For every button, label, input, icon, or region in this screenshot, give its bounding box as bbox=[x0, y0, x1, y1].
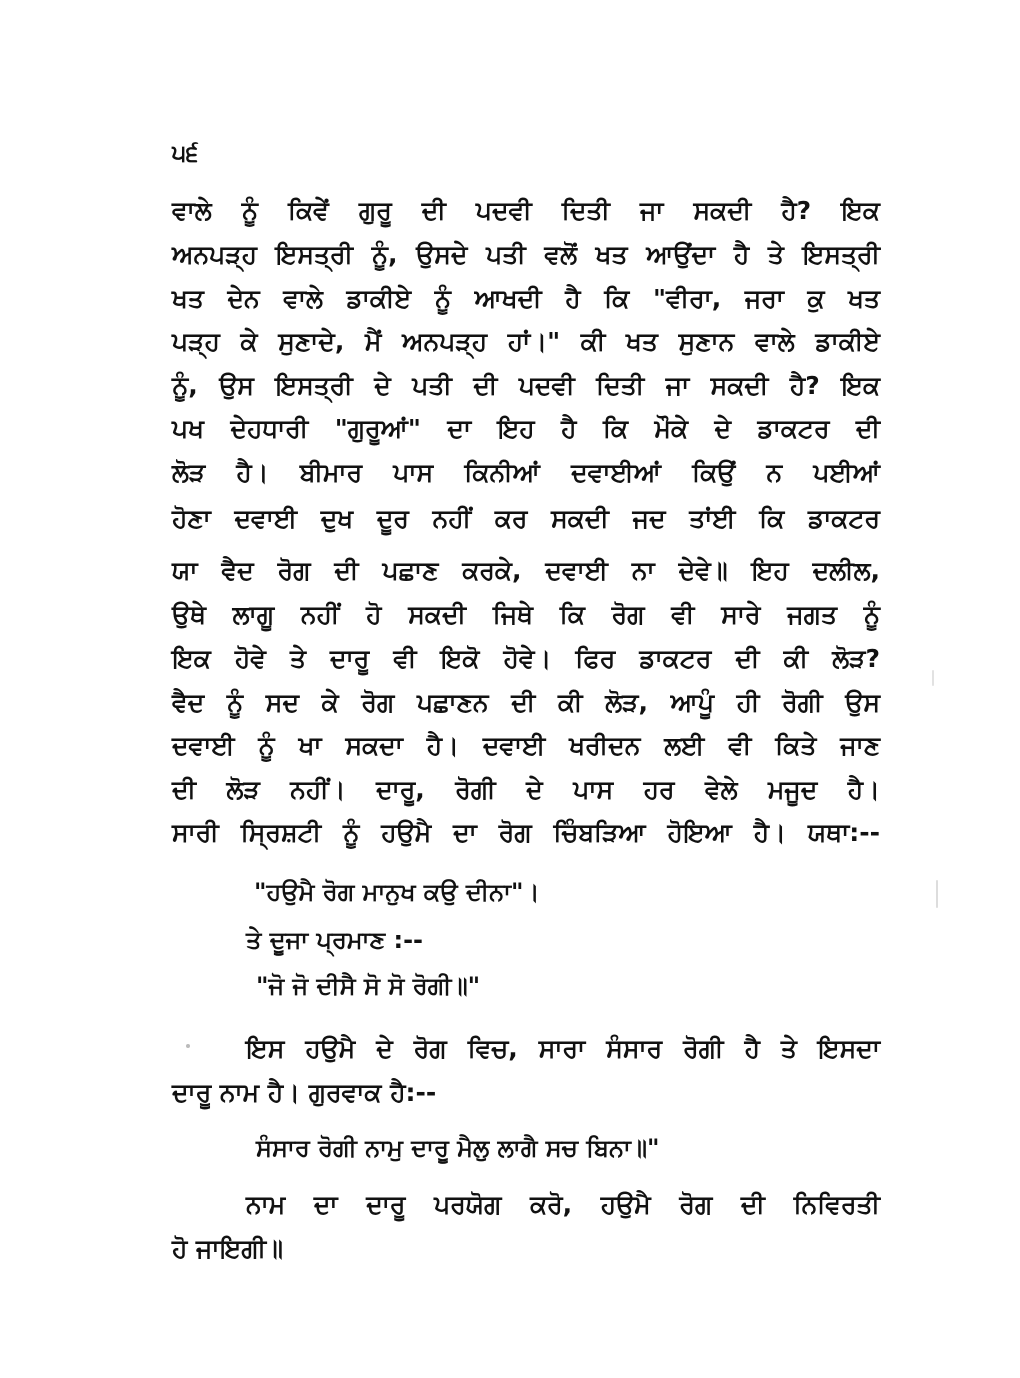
text-line: ਪੜ੍ਹ ਕੇ ਸੁਣਾਦੇ, ਮੈਂ ਅਨਪੜ੍ਹ ਹਾਂ।" ਕੀ ਖਤ ਸੁਣਾਨ ਵਾਲੇ ਡਾਕੀਏ bbox=[172, 327, 880, 356]
quote-line: "ਹਉਮੈ ਰੋਗ ਮਾਨੁਖ ਕਉ ਦੀਨਾ"। bbox=[254, 878, 540, 906]
quote-line: ਸੰਸਾਰ ਰੋਗੀ ਨਾਮੁ ਦਾਰੂ ਮੈਲੁ ਲਾਗੈ ਸਚ ਬਿਨਾ॥" bbox=[256, 1134, 660, 1162]
text-line: ਇਸ ਹਉਮੈ ਦੇ ਰੋਗ ਵਿਚ, ਸਾਰਾ ਸੰਸਾਰ ਰੋਗੀ ਹੈ ਤੇ ਇਸਦਾ bbox=[246, 1034, 880, 1063]
text-line: ਹੋਣਾ ਦਵਾਈ ਦੁਖ ਦੂਰ ਨਹੀਂ ਕਰ ਸਕਦੀ ਜਦ ਤਾਂਈ ਕਿ ਡਾਕਟਰ bbox=[172, 504, 880, 533]
quote-line: "ਜੋ ਜੋ ਦੀਸੈ ਸੋ ਸੋ ਰੋਗੀ॥" bbox=[256, 972, 481, 1000]
page-number: ੫੬ bbox=[172, 139, 199, 167]
scan-speck bbox=[186, 1044, 190, 1048]
text-line: ਪਖ ਦੇਹਧਾਰੀ "ਗੁਰੂਆਂ" ਦਾ ਇਹ ਹੈ ਕਿ ਮੌਕੇ ਦੇ ਡਾਕਟਰ ਦੀ bbox=[172, 414, 880, 443]
text-line: ਅਨਪੜ੍ਹ ਇਸਤ੍ਰੀ ਨੂੰ, ਉਸਦੇ ਪਤੀ ਵਲੋਂ ਖਤ ਆਉਂਦਾ ਹੈ ਤੇ ਇਸਤ੍ਰੀ bbox=[172, 240, 880, 269]
text-line: ਸਾਰੀ ਸ੍ਰਿਸ਼ਟੀ ਨੂੰ ਹਉਮੈ ਦਾ ਰੋਗ ਚਿੰਬੜਿਆ ਹੋਇਆ ਹੈ। ਯਥਾ:-- bbox=[172, 818, 880, 847]
text-line: ਵੈਦ ਨੂੰ ਸਦ ਕੇ ਰੋਗ ਪਛਾਣਨ ਦੀ ਕੀ ਲੋੜ, ਆਪੂੰ ਹੀ ਰੋਗੀ ਉਸ bbox=[172, 688, 880, 717]
text-line: ਦੀ ਲੋੜ ਨਹੀਂ। ਦਾਰੂ, ਰੋਗੀ ਦੇ ਪਾਸ ਹਰ ਵੇਲੇ ਮਜੂਦ ਹੈ। bbox=[172, 775, 880, 804]
text-line: ਯਾ ਵੈਦ ਰੋਗ ਦੀ ਪਛਾਣ ਕਰਕੇ, ਦਵਾਈ ਨਾ ਦੇਵੇ॥ ਇਹ ਦਲੀਲ, bbox=[172, 556, 880, 585]
text-line: ਦਵਾਈ ਨੂੰ ਖਾ ਸਕਦਾ ਹੈ। ਦਵਾਈ ਖਰੀਦਨ ਲਈ ਵੀ ਕਿਤੇ ਜਾਣ bbox=[172, 731, 880, 760]
scan-speck bbox=[936, 880, 938, 908]
text-line: ਨਾਮ ਦਾ ਦਾਰੂ ਪਰਯੋਗ ਕਰੋ, ਹਉਮੈ ਰੋਗ ਦੀ ਨਿਵਿਰਤੀ bbox=[246, 1190, 880, 1219]
text-line: ਉਥੇ ਲਾਗੂ ਨਹੀਂ ਹੋ ਸਕਦੀ ਜਿਥੇ ਕਿ ਰੋਗ ਵੀ ਸਾਰੇ ਜਗਤ ਨੂੰ bbox=[172, 600, 880, 629]
proof-intro: ਤੇ ਦੂਜਾ ਪ੍ਰਮਾਣ :-- bbox=[246, 926, 424, 954]
text-line: ਖਤ ਦੇਨ ਵਾਲੇ ਡਾਕੀਏ ਨੂੰ ਆਖਦੀ ਹੈ ਕਿ "ਵੀਰਾ, ਜਰਾ ਕੁ ਖਤ bbox=[172, 284, 880, 313]
text-line: ਨੂੰ, ਉਸ ਇਸਤ੍ਰੀ ਦੇ ਪਤੀ ਦੀ ਪਦਵੀ ਦਿਤੀ ਜਾ ਸਕਦੀ ਹੈ? ਇਕ bbox=[172, 371, 880, 400]
text-line: ਹੋ ਜਾਇਗੀ॥ bbox=[172, 1234, 284, 1263]
text-line: ਲੋੜ ਹੈ। ਬੀਮਾਰ ਪਾਸ ਕਿਨੀਆਂ ਦਵਾਈਆਂ ਕਿਉਂ ਨ ਪਈਆਂ bbox=[172, 458, 880, 487]
text-line: ਵਾਲੇ ਨੂੰ ਕਿਵੇਂ ਗੁਰੂ ਦੀ ਪਦਵੀ ਦਿਤੀ ਜਾ ਸਕਦੀ ਹੈ? ਇਕ bbox=[172, 196, 880, 225]
scan-speck bbox=[932, 670, 934, 686]
text-line: ਇਕ ਹੋਵੇ ਤੇ ਦਾਰੂ ਵੀ ਇਕੋ ਹੋਵੇ। ਫਿਰ ਡਾਕਟਰ ਦੀ ਕੀ ਲੋੜ? bbox=[172, 644, 880, 673]
text-line: ਦਾਰੂ ਨਾਮ ਹੈ। ਗੁਰਵਾਕ ਹੈ:-- bbox=[172, 1078, 437, 1107]
